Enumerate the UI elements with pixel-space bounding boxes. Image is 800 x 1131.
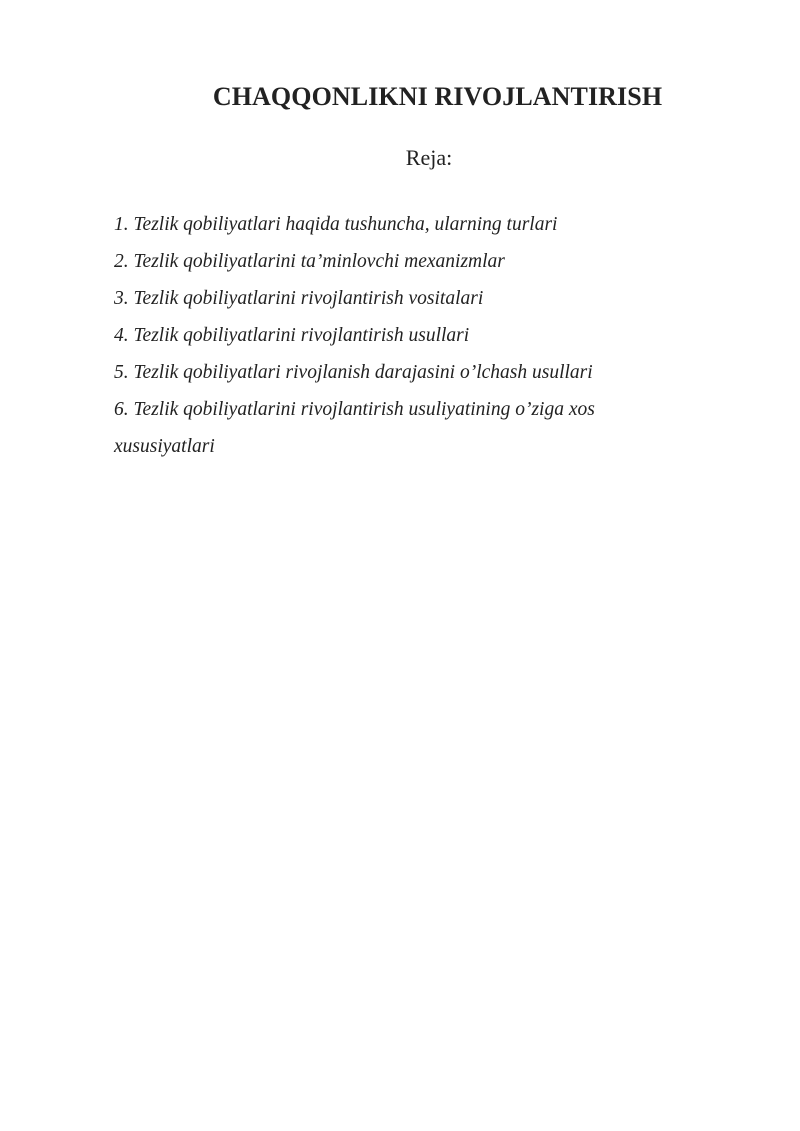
plan-item-3: 3. Tezlik qobiliyatlarini rivojlantirish vositalari (114, 288, 484, 309)
plan-item-6: 6. Tezlik qobiliyatlarini rivojlantirish usuliyatining o’ziga xos xususiyatlari (114, 399, 595, 457)
plan-item-5: 5. Tezlik qobiliyatlari rivojlanish darajasini o’lchash usullari (114, 362, 593, 383)
plan-heading: Reja: (405, 145, 453, 170)
plan-item-2: 2. Tezlik qobiliyatlarini ta’minlovchi mexanizmlar (114, 251, 505, 272)
plan-item-1: 1. Tezlik qobiliyatlari haqida tushuncha, ularning turlari (114, 214, 558, 235)
plan-list (114, 206, 674, 465)
plan-item-4: 4. Tezlik qobiliyatlarini rivojlantirish usullari (114, 325, 470, 346)
document-title: CHAQQONLIKNI RIVOJLANTIRISH (212, 82, 663, 111)
